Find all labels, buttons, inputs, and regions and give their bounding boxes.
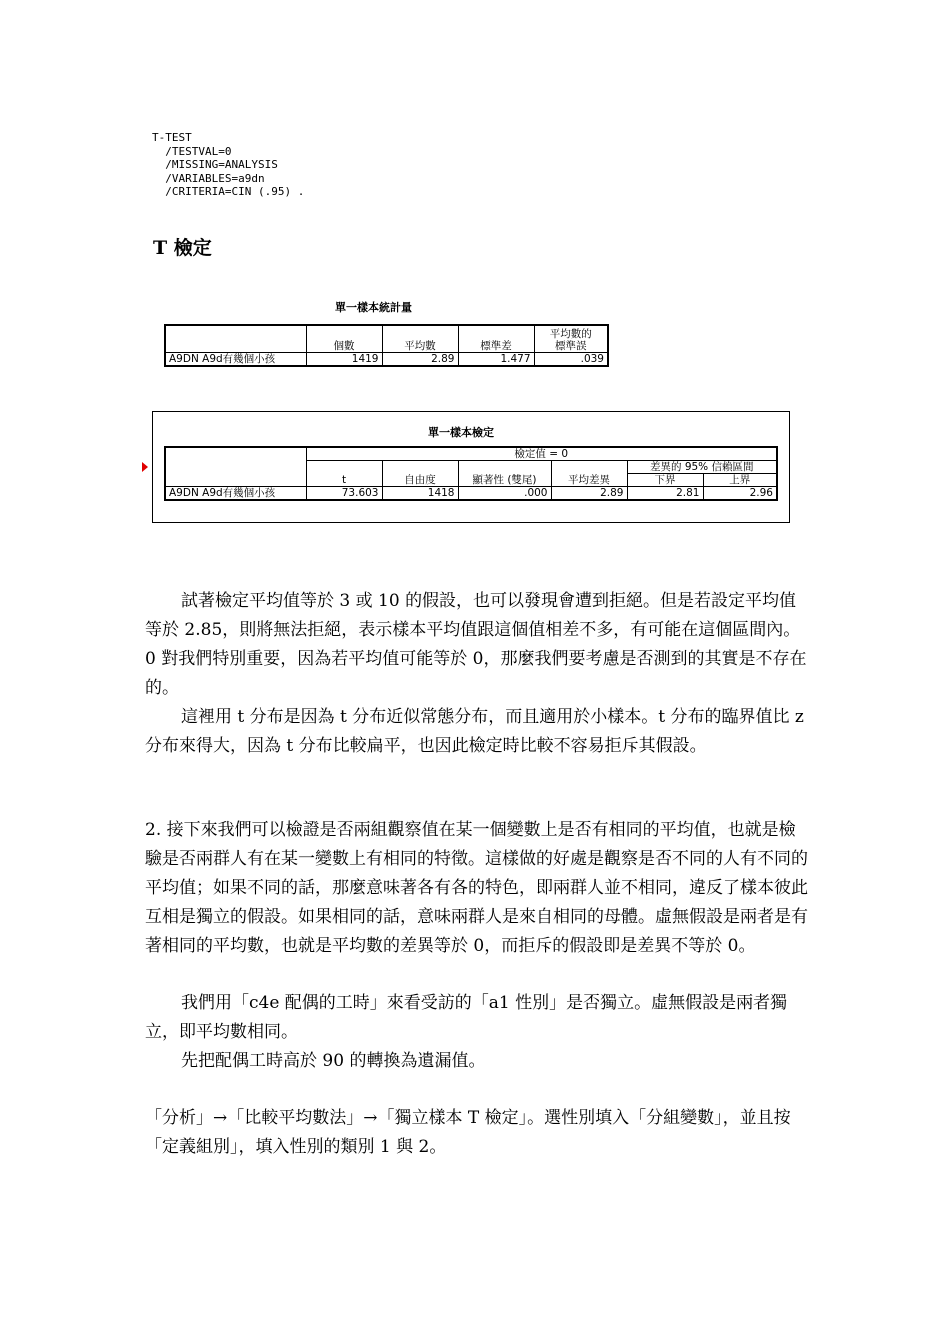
row-label: A9DN A9d有幾個小孩 [165,487,306,501]
header-df: 自由度 [382,461,458,487]
header-upper: 上界 [703,474,777,487]
header-n: 個數 [306,325,382,353]
header-mean: 平均數 [382,325,458,353]
cell-mean-diff: 2.89 [551,487,627,501]
header-ci: 差異的 95% 信賴區間 [627,461,777,474]
header-sd: 標準差 [458,325,534,353]
table-row [165,487,777,501]
table1-title: 單一樣本統計量 [335,301,412,314]
table2-title: 單一樣本檢定 [428,426,494,439]
header-lower: 下界 [627,474,703,487]
header-se: 平均數的 標準誤 [534,325,608,353]
table-header-row [165,447,777,461]
paragraph: 我們用「c4e 配偶的工時」來看受訪的「a1 性別」是否獨立。虛無假設是兩者獨立，即平均數相同。 [145,993,788,1042]
paragraph: 試著檢定平均值等於 3 或 10 的假設，也可以發現會遭到拒絕。但是若設定平均值等於 2.85，則將無法拒絕，表示樣本平均值跟這個值相差不多，有可能在這個區間內。0 對我們特別重要，因為若平均值可能等於 0，那麼我們要考慮是否測到的其實是不存在的。 [145,591,807,698]
row-label: A9DN A9d有幾個小孩 [165,353,306,367]
syntax-block: T-TEST /TESTVAL=0 /MISSING=ANALYSIS /VARIABLES=a9dn /CRITERIA=CIN (.95) . [152,131,305,199]
selection-marker-icon [142,462,148,472]
cell-lower: 2.81 [627,487,703,501]
cell-sig: .000 [458,487,551,501]
paragraph: 「分析」→「比較平均數法」→「獨立樣本 T 檢定」。選性別填入「分組變數」，並且按「定義組別」，填入性別的類別 1 與 2。 [145,1108,791,1157]
section-heading: T 檢定 [153,237,212,259]
table-row [165,353,608,367]
cell-upper: 2.96 [703,487,777,501]
cell-df: 1418 [382,487,458,501]
header-sig: 顯著性 (雙尾) [458,461,551,487]
cell-mean: 2.89 [382,353,458,367]
empty-corner-cell [165,447,306,487]
test-value-header: 檢定值 = 0 [306,447,777,461]
one-sample-test-table [164,446,778,501]
one-sample-statistics-table [164,324,609,367]
table-header-row [165,325,608,353]
cell-n: 1419 [306,353,382,367]
paragraph: 先把配偶工時高於 90 的轉換為遺漏值。 [181,1051,486,1071]
cell-sd: 1.477 [458,353,534,367]
cell-se: .039 [534,353,608,367]
header-t: t [306,461,382,487]
header-mean-diff: 平均差異 [551,461,627,487]
paragraph: 這裡用 t 分布是因為 t 分布近似常態分布，而且適用於小樣本。t 分布的臨界值比 z 分布來得大，因為 t 分布比較扁平，也因此檢定時比較不容易拒斥其假設。 [145,707,804,756]
empty-corner-cell [165,325,306,353]
cell-t: 73.603 [306,487,382,501]
paragraph: 2. 接下來我們可以檢證是否兩組觀察值在某一個變數上是否有相同的平均值，也就是檢驗是否兩群人有在某一變數上有相同的特徵。這樣做的好處是觀察是否不同的人有不同的平均值；如果不同的話，那麼意味著各有各的特色，即兩群人並不相同，違反了樣本彼此互相是獨立的假設。如果相同的話，意味兩群人是來自相同的母體。虛無假設是兩者是有著相同的平均數，也就是平均數的差異等於 0，而拒斥的假設即是差異不等於 0。 [145,820,808,956]
